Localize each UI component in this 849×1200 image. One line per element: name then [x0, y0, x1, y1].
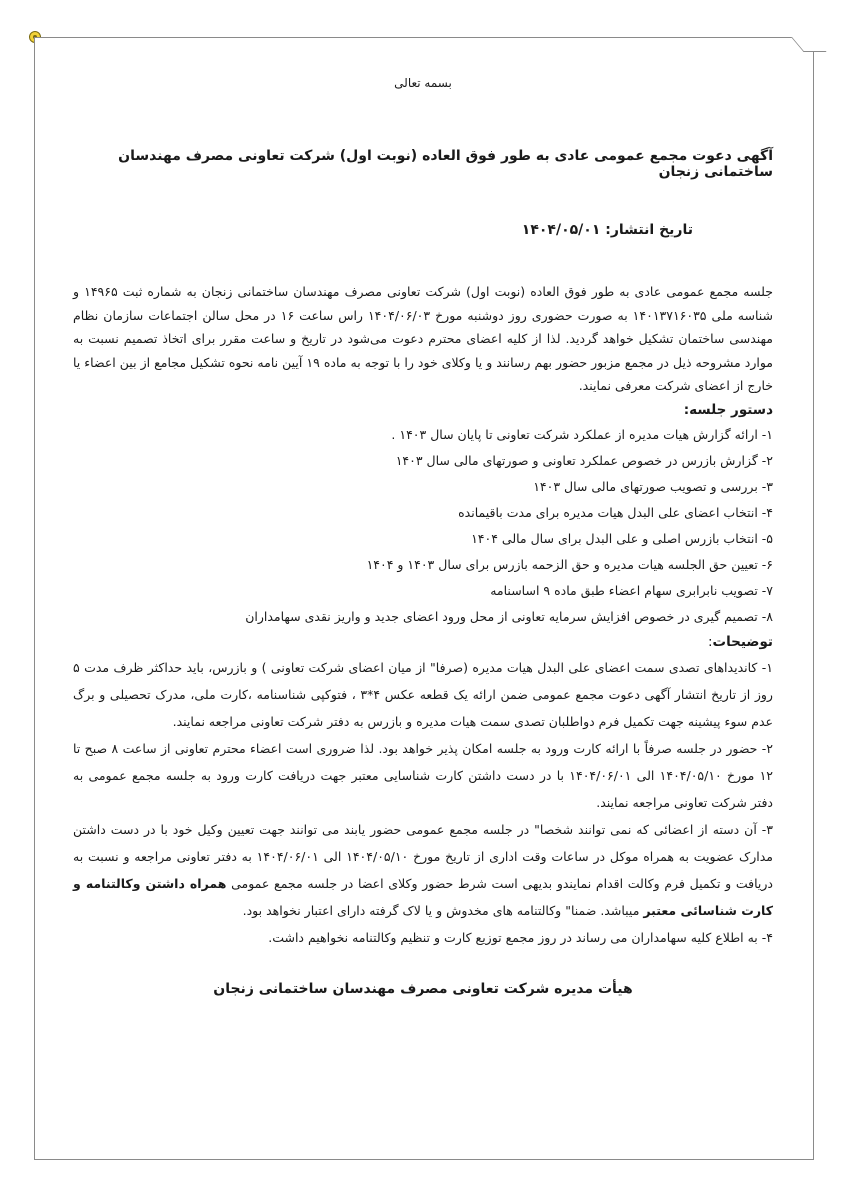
- notes-heading-colon: :: [707, 633, 713, 650]
- document-content: [73, 76, 773, 1011]
- board-signature: هیأت مدیره شرکت تعاونی مصرف مهندسان ساختمانی زنجان: [213, 980, 633, 997]
- agenda-list: [73, 422, 773, 630]
- notes-heading-text: توضیحات: [712, 633, 773, 650]
- agenda-item: ۷- تصویب نابرابری سهام اعضاء طبق ماده ۹ اساسنامه: [490, 582, 773, 598]
- note-item-3: [73, 816, 773, 924]
- notes-section: [73, 654, 773, 951]
- page-fold-corner: [791, 37, 827, 52]
- agenda-item: ۶- تعیین حق الجلسه هیات مدیره و حق الزحمه بازرس برای سال ۱۴۰۳ و ۱۴۰۴: [366, 556, 773, 572]
- announcement-title: آگهی دعوت مجمع عمومی عادی به طور فوق العاده (نوبت اول) شرکت تعاونی مصرف مهندسان ساختمانی زنجان: [118, 148, 773, 180]
- agenda-item: ۲- گزارش بازرس در خصوص عملکرد تعاونی و صورتهای مالی سال ۱۴۰۳: [395, 452, 773, 468]
- basmala: بسمه تعالی: [394, 76, 452, 90]
- note-item-3-text: ۳- آن دسته از اعضائی که نمی توانند شخصا" در جلسه مجمع عمومی حضور یابند می توانند جهت تعیین وکیل خود با در دست داشتن مدارک عضویت به همراه موکل در ساعات وقت اداری از تاریخ مورخ ۱۴۰۴/۰۵/۱۰ الی ۱۴۰۴/۰۶/۰۱ به دفتر تعاونی مراجعه و نسبت به دریافت و تکمیل فرم وکالت اقدام نمایندو بدیهی است شرط حضور وکلای اعضا در جلسه مجمع عمومی: [73, 821, 774, 891]
- note-item-4: ۴- به اطلاع کلیه سهامداران می رساند در روز مجمع توزیع کارت و تنظیم وکالتنامه نخواهیم داشت.: [268, 929, 773, 945]
- agenda-item: ۴- انتخاب اعضای علی البدل هیات مدیره برای مدت باقیمانده: [458, 504, 773, 520]
- agenda-item: ۱- ارائه گزارش هیات مدیره از عملکرد شرکت تعاونی تا پایان سال ۱۴۰۳ .: [391, 426, 773, 442]
- document-page: [34, 37, 814, 1160]
- agenda-item: ۸- تصمیم گیری در خصوص افزایش سرمایه تعاونی از محل ورود اعضای جدید و واریز نقدی سهامداران: [245, 608, 773, 624]
- note-item-1: ۱- کاندیداهای تصدی سمت اعضای علی البدل هیات مدیره (صرفا" از میان اعضای شرکت تعاونی ) و بازرس، باید حداکثر ظرف مدت ۵ روز از تاریخ انتشار آگهی دعوت مجمع عمومی ضمن ارائه یک قطعه عکس ۴*۳ ، فتوکپی شناسنامه ،کارت ملی، مدرک تحصیلی و برگ عدم سوء پیشینه جهت تکمیل فرم دواطلبان تصدی سمت هیات مدیره و بازرس به دفتر شرکت تعاونی مراجعه نمایند.: [73, 659, 773, 729]
- agenda-item: ۳- بررسی و تصویب صورتهای مالی سال ۱۴۰۳: [533, 478, 773, 494]
- note-item-3-tail: میباشد. ضمنا" وکالتنامه های مخدوش و یا لاک گرفته دارای اعتبار نخواهد بود.: [242, 902, 644, 918]
- note-item-2: ۲- حضور در جلسه صرفاً با ارائه کارت ورود به جلسه امکان پذیر خواهد بود. لذا ضروری است اعضاء محترم تعاونی از ساعت ۸ صبح تا ۱۲ مورخ ۱۴۰۴/۰۵/۱۰ الی ۱۴۰۴/۰۶/۰۱ با در دست داشتن کارت شناسایی معتبر جهت دریافت کارت ورود به جلسه مجمع عمومی به دفتر شرکت تعاونی مراجعه نمایند.: [73, 740, 773, 810]
- publish-date: تاریخ انتشار: ۱۴۰۴/۰۵/۰۱: [521, 222, 693, 238]
- notes-heading: [73, 630, 773, 654]
- note-item-3-emphasis: همراه داشتن وکالتنامه و کارت شناسائی معتبر: [73, 875, 773, 918]
- intro-paragraph: جلسه مجمع عمومی عادی به طور فوق العاده (نوبت اول) شرکت تعاونی مصرف مهندسان ساختمانی زنجان به شماره ثبت ۱۴۹۶۵ و شناسه ملی ۱۴۰۱۳۷۱۶۰۳۵ به صورت حضوری روز دوشنبه مورخ ۱۴۰۴/۰۶/۰۳ راس ساعت ۱۶ در محل سالن اجتماعات سازمان نظام مهندسی ساختمان تشکیل خواهد گردید. لذا از کلیه اعضای محترم دعوت می‌شود در تاریخ و ساعت مقرر برای اتخاذ تصمیم نسبت به موارد مشروحه ذیل در مجمع مزبور حضور بهم رسانند و یا وکلای خود را با توجه به ماده ۱۹ آیین نامه نحوه تشکیل مجامع از بین اعضاء یا خارج از اعضای شرکت معرفی نمایند.: [73, 284, 774, 393]
- agenda-heading: دستور جلسه:: [683, 401, 773, 418]
- agenda-item: ۵- انتخاب بازرس اصلی و علی البدل برای سال مالی ۱۴۰۴: [471, 530, 773, 546]
